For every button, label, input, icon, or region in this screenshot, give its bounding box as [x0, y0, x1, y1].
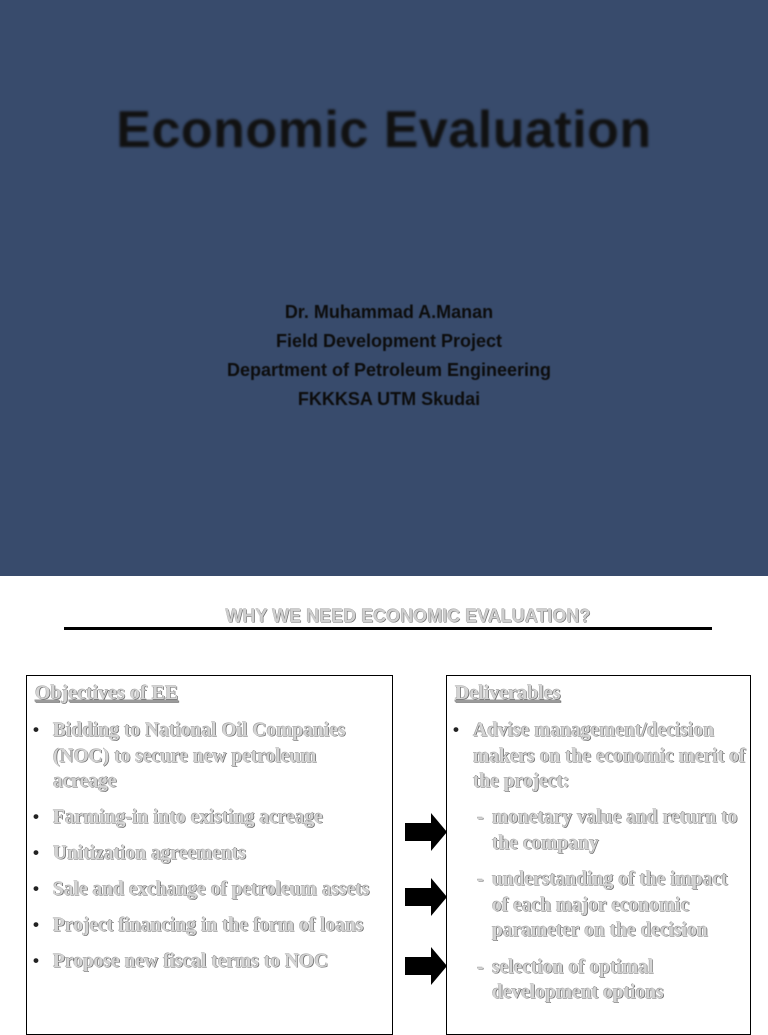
objectives-title: Objectives of EE [35, 682, 179, 704]
slide-heading: WHY WE NEED ECONOMIC EVALUATION? [225, 606, 591, 626]
bullet-icon: • [33, 807, 39, 826]
bullet-icon: • [453, 720, 459, 739]
heading-underline [64, 627, 712, 630]
slide-title: Economic Evaluation [116, 101, 652, 159]
content-slide [0, 576, 768, 1024]
list-item: • Sale and exchange of petroleum assets [27, 877, 382, 903]
objectives-box [26, 675, 393, 1035]
author-block [0, 298, 768, 414]
dash-icon: - [477, 869, 484, 890]
right-arrow-icon [405, 878, 447, 916]
right-arrow-icon [405, 813, 447, 851]
list-item: • Advise management/decision makers on the economic merit of the project: [447, 718, 747, 795]
project-name: Field Development Project [275, 331, 503, 351]
right-arrow-icon [405, 947, 447, 985]
list-item: • Bidding to National Oil Companies (NOC) to secure new petroleum acreage [27, 718, 382, 795]
deliverables-box [446, 675, 751, 1035]
dash-icon: - [477, 807, 484, 828]
bullet-icon: • [33, 879, 39, 898]
deliverables-list [447, 718, 747, 1017]
bullet-icon: • [33, 951, 39, 970]
author-name: Dr. Muhammad A.Manan [284, 302, 494, 322]
list-item: • Unitization agreements [27, 841, 382, 867]
list-item: • Farming-in into existing acreage [27, 805, 382, 831]
bullet-icon: • [33, 843, 39, 862]
bullet-icon: • [33, 915, 39, 934]
objectives-list [27, 718, 382, 985]
list-item: • Propose new fiscal terms to NOC [27, 949, 382, 975]
list-item: • Project financing in the form of loans [27, 913, 382, 939]
sub-list-item: - understanding of the impact of each major economic parameter on the decision [477, 869, 728, 941]
sub-list-item: - monetary value and return to the company [477, 807, 738, 854]
faculty-name: FKKKSA UTM Skudai [297, 389, 481, 409]
deliverables-title: Deliverables [455, 682, 561, 704]
bullet-icon: • [33, 720, 39, 739]
sub-list-item: - selection of optimal development options [477, 956, 664, 1003]
department-name: Department of Petroleum Engineering [226, 360, 552, 380]
dash-icon: - [477, 956, 484, 978]
